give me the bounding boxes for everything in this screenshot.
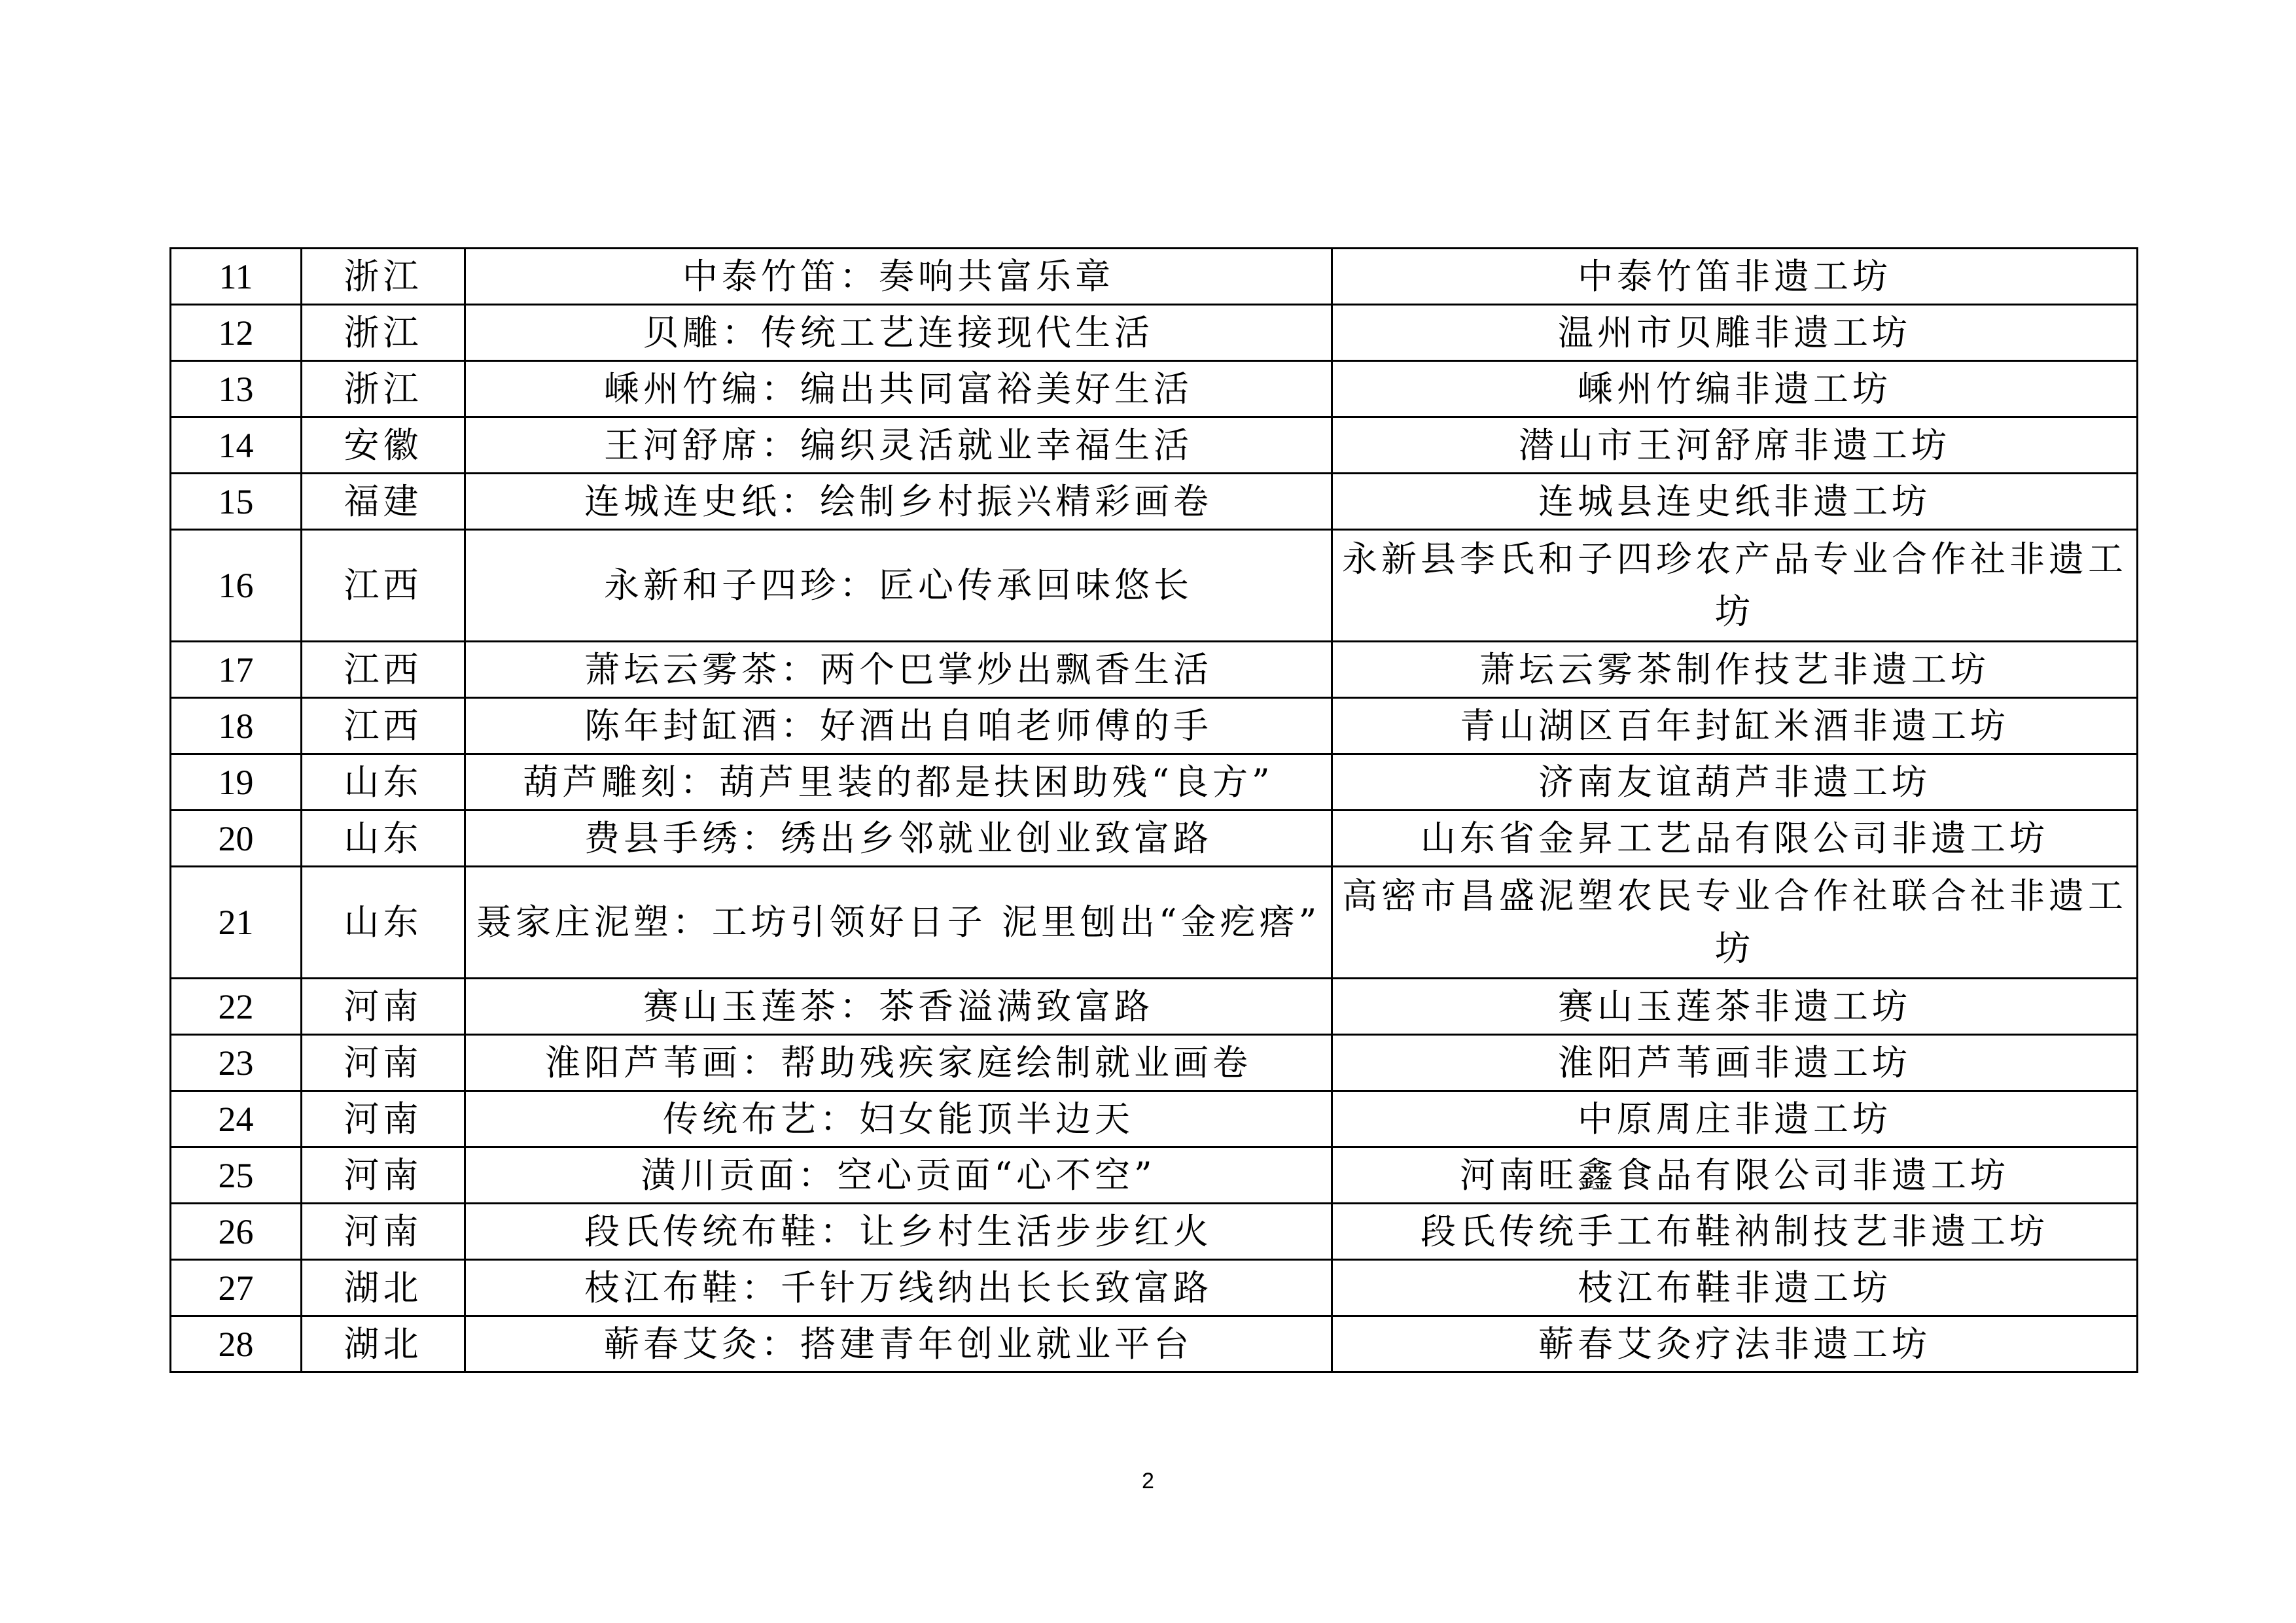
province-cell: 河南 (302, 1204, 465, 1260)
table-row (171, 474, 2138, 530)
row-number: 23 (171, 1035, 302, 1091)
province-cell: 江西 (302, 642, 465, 698)
workshop-name-cell: 嵊州竹编非遗工坊 (1332, 361, 2138, 417)
workshop-name-cell: 济南友谊葫芦非遗工坊 (1332, 754, 2138, 811)
table-row (171, 361, 2138, 417)
province-cell: 湖北 (302, 1316, 465, 1372)
workshop-name-cell: 潜山市王河舒席非遗工坊 (1332, 417, 2138, 474)
story-title-cell: 葫芦雕刻：葫芦里装的都是扶困助残“良方” (465, 754, 1332, 811)
story-title-cell: 赛山玉莲茶：茶香溢满致富路 (465, 979, 1332, 1035)
table-row (171, 867, 2138, 979)
table-row (171, 305, 2138, 361)
workshop-name-cell: 段氏传统手工布鞋衲制技艺非遗工坊 (1332, 1204, 2138, 1260)
workshop-name-cell: 中泰竹笛非遗工坊 (1332, 249, 2138, 305)
table-row (171, 1035, 2138, 1091)
province-cell: 浙江 (302, 249, 465, 305)
province-cell: 安徽 (302, 417, 465, 474)
province-cell: 福建 (302, 474, 465, 530)
table-row (171, 698, 2138, 754)
workshop-name-cell: 中原周庄非遗工坊 (1332, 1091, 2138, 1147)
story-title-cell: 段氏传统布鞋：让乡村生活步步红火 (465, 1204, 1332, 1260)
table-row (171, 754, 2138, 811)
province-cell: 山东 (302, 867, 465, 979)
row-number: 19 (171, 754, 302, 811)
table-row (171, 1091, 2138, 1147)
province-cell: 湖北 (302, 1260, 465, 1316)
row-number: 22 (171, 979, 302, 1035)
table-row (171, 530, 2138, 642)
province-cell: 江西 (302, 530, 465, 642)
workshop-name-cell: 永新县李氏和子四珍农产品专业合作社非遗工坊 (1332, 530, 2138, 642)
story-title-cell: 贝雕：传统工艺连接现代生活 (465, 305, 1332, 361)
row-number: 26 (171, 1204, 302, 1260)
workshop-name-cell: 青山湖区百年封缸米酒非遗工坊 (1332, 698, 2138, 754)
row-number: 20 (171, 811, 302, 867)
table-row (171, 1147, 2138, 1204)
province-cell: 山东 (302, 811, 465, 867)
province-cell: 河南 (302, 1091, 465, 1147)
table-row (171, 979, 2138, 1035)
table-row (171, 642, 2138, 698)
story-title-cell: 淮阳芦苇画：帮助残疾家庭绘制就业画卷 (465, 1035, 1332, 1091)
row-number: 18 (171, 698, 302, 754)
story-title-cell: 传统布艺：妇女能顶半边天 (465, 1091, 1332, 1147)
story-title-cell: 枝江布鞋：千针万线纳出长长致富路 (465, 1260, 1332, 1316)
province-cell: 河南 (302, 1147, 465, 1204)
row-number: 28 (171, 1316, 302, 1372)
workshop-name-cell: 萧坛云雾茶制作技艺非遗工坊 (1332, 642, 2138, 698)
table-row (171, 1204, 2138, 1260)
story-title-cell: 王河舒席：编织灵活就业幸福生活 (465, 417, 1332, 474)
row-number: 11 (171, 249, 302, 305)
workshop-name-cell: 枝江布鞋非遗工坊 (1332, 1260, 2138, 1316)
row-number: 17 (171, 642, 302, 698)
story-title-cell: 连城连史纸：绘制乡村振兴精彩画卷 (465, 474, 1332, 530)
story-title-cell: 费县手绣：绣出乡邻就业创业致富路 (465, 811, 1332, 867)
story-title-cell: 嵊州竹编：编出共同富裕美好生活 (465, 361, 1332, 417)
table-row (171, 417, 2138, 474)
workshop-name-cell: 淮阳芦苇画非遗工坊 (1332, 1035, 2138, 1091)
story-title-cell: 中泰竹笛：奏响共富乐章 (465, 249, 1332, 305)
workshop-name-cell: 高密市昌盛泥塑农民专业合作社联合社非遗工坊 (1332, 867, 2138, 979)
row-number: 24 (171, 1091, 302, 1147)
workshop-name-cell: 连城县连史纸非遗工坊 (1332, 474, 2138, 530)
table-row (171, 1316, 2138, 1372)
row-number: 25 (171, 1147, 302, 1204)
workshop-name-cell: 蕲春艾灸疗法非遗工坊 (1332, 1316, 2138, 1372)
story-title-cell: 陈年封缸酒：好酒出自咱老师傅的手 (465, 698, 1332, 754)
workshop-name-cell: 山东省金昇工艺品有限公司非遗工坊 (1332, 811, 2138, 867)
workshop-name-cell: 河南旺鑫食品有限公司非遗工坊 (1332, 1147, 2138, 1204)
row-number: 21 (171, 867, 302, 979)
table-row (171, 811, 2138, 867)
province-cell: 浙江 (302, 305, 465, 361)
workshop-name-cell: 赛山玉莲茶非遗工坊 (1332, 979, 2138, 1035)
province-cell: 河南 (302, 979, 465, 1035)
story-title-cell: 蕲春艾灸：搭建青年创业就业平台 (465, 1316, 1332, 1372)
row-number: 15 (171, 474, 302, 530)
story-title-cell: 聂家庄泥塑：工坊引领好日子 泥里刨出“金疙瘩” (465, 867, 1332, 979)
page-number: 2 (1142, 1469, 1154, 1493)
province-cell: 江西 (302, 698, 465, 754)
workshop-name-cell: 温州市贝雕非遗工坊 (1332, 305, 2138, 361)
row-number: 12 (171, 305, 302, 361)
table-row (171, 1260, 2138, 1316)
table-row (171, 249, 2138, 305)
story-title-cell: 萧坛云雾茶：两个巴掌炒出飘香生活 (465, 642, 1332, 698)
province-cell: 浙江 (302, 361, 465, 417)
row-number: 14 (171, 417, 302, 474)
row-number: 16 (171, 530, 302, 642)
row-number: 27 (171, 1260, 302, 1316)
row-number: 13 (171, 361, 302, 417)
story-title-cell: 永新和子四珍：匠心传承回味悠长 (465, 530, 1332, 642)
province-cell: 河南 (302, 1035, 465, 1091)
story-title-cell: 潢川贡面：空心贡面“心不空” (465, 1147, 1332, 1204)
province-cell: 山东 (302, 754, 465, 811)
workshop-table (169, 247, 2138, 1373)
